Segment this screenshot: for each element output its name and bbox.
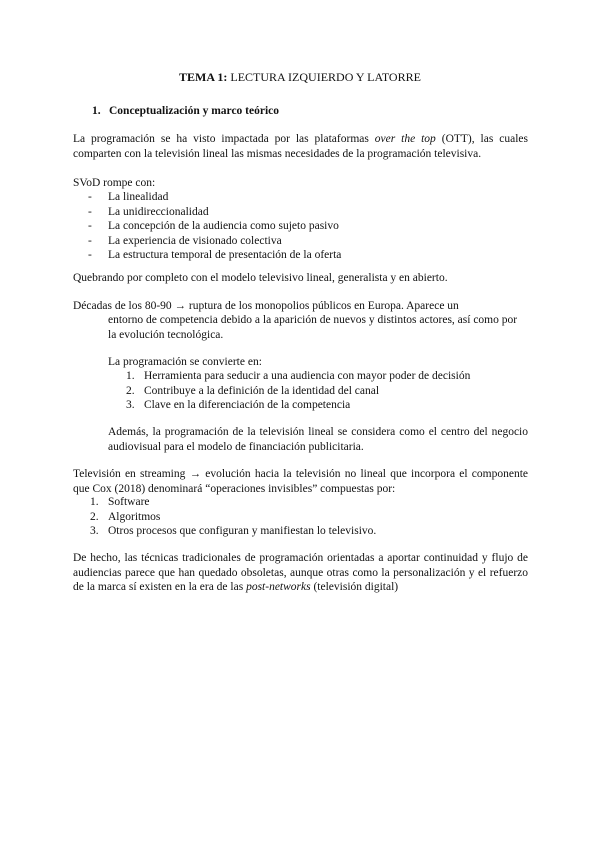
para1-italic: over the top [374, 133, 436, 145]
bullet-dash: - [88, 234, 92, 247]
streaming-list [90, 495, 376, 539]
list-item-text: Algoritmos [108, 510, 161, 523]
bullet-dash: - [88, 205, 92, 218]
list-item [88, 234, 341, 249]
list-item-text: Contribuye a la definición de la identidad del canal [144, 384, 380, 397]
title-bold: TEMA 1: [179, 70, 228, 84]
svod-list [88, 190, 341, 263]
paragraph-quebrando: Quebrando por completo con el modelo televisivo lineal, generalista y en abierto. [73, 272, 448, 284]
paragraph-streaming: Televisión en streaming → evolución hacia la televisión no lineal que incorpora el componente que Cox (2018) denominará “operaciones invisibles” compuestas por: [73, 468, 528, 495]
heading-number: 1. [92, 105, 101, 117]
list-item-text: La linealidad [108, 191, 169, 203]
list-number: 1. [90, 496, 99, 508]
heading-text: Conceptualización y marco teórico [109, 105, 280, 117]
list-number: 3. [126, 399, 135, 411]
programacion-intro: La programación se convierte en: [108, 356, 262, 368]
bullet-dash: - [88, 220, 92, 232]
paragraph-final [73, 551, 528, 595]
title-rest: LECTURA IZQUIERDO Y LATORRE [227, 70, 421, 84]
list-item-text: Clave en la diferenciación de la competencia [144, 399, 351, 411]
list-item [90, 510, 376, 525]
document-title [0, 70, 600, 85]
list-item-text: La experiencia de visionado colectiva [108, 234, 282, 247]
section-heading [92, 104, 279, 119]
list-number: 2. [90, 510, 99, 523]
svod-intro: SVoD rompe con: [73, 177, 156, 189]
para1-text: La programación se ha visto impactada por las plataformas [73, 133, 375, 145]
bullet-dash: - [88, 191, 92, 203]
paragraph-ott [73, 132, 528, 161]
list-number: 3. [90, 525, 99, 537]
decadas-continuation: entorno de competencia debido a la aparición de nuevos y distintos actores, así como por la evolución tecnológica. [108, 314, 518, 341]
list-item [88, 205, 341, 220]
para1-text-end: (OTT), las cuales comparten con la televisión lineal las mismas necesidades de la programación televisiva. [73, 133, 528, 160]
list-item-text: La unidireccionalidad [108, 205, 209, 218]
final-italic: post-networks [246, 581, 311, 593]
list-item-text: La estructura temporal de presentación de la oferta [108, 249, 342, 261]
list-item [88, 248, 341, 263]
list-item [126, 398, 470, 413]
programacion-list [126, 369, 470, 413]
final-text-end: (televisión digital) [310, 581, 399, 593]
list-item-text: La concepción de la audiencia como sujeto pasivo [108, 220, 339, 232]
decadas-line: Décadas de los 80-90 → ruptura de los monopolios públicos en Europa. Aparece un [73, 300, 459, 312]
list-item-text: Otros procesos que configuran y manifiestan lo televisivo. [108, 525, 377, 537]
list-item [90, 495, 376, 510]
list-item [88, 219, 341, 234]
list-number: 1. [126, 370, 135, 382]
bullet-dash: - [88, 249, 92, 261]
list-item [126, 384, 470, 399]
list-item-text: Software [108, 496, 150, 508]
list-item [88, 190, 341, 205]
list-item-text: Herramienta para seducir a una audiencia con mayor poder de decisión [144, 370, 471, 382]
paragraph-ademas: Además, la programación de la televisión lineal se considera como el centro del negocio audiovisual para el modelo de financiación publicitaria. [108, 426, 528, 453]
list-item [126, 369, 470, 384]
final-text: De hecho, las técnicas tradicionales de programación orientadas a aportar continuidad y flujo de audiencias parece que han quedado obsoletas, aunque otras como la personalización y el refuerzo de la marca sí existen en la era de las [73, 552, 528, 593]
list-item [90, 524, 376, 539]
list-number: 2. [126, 384, 135, 397]
